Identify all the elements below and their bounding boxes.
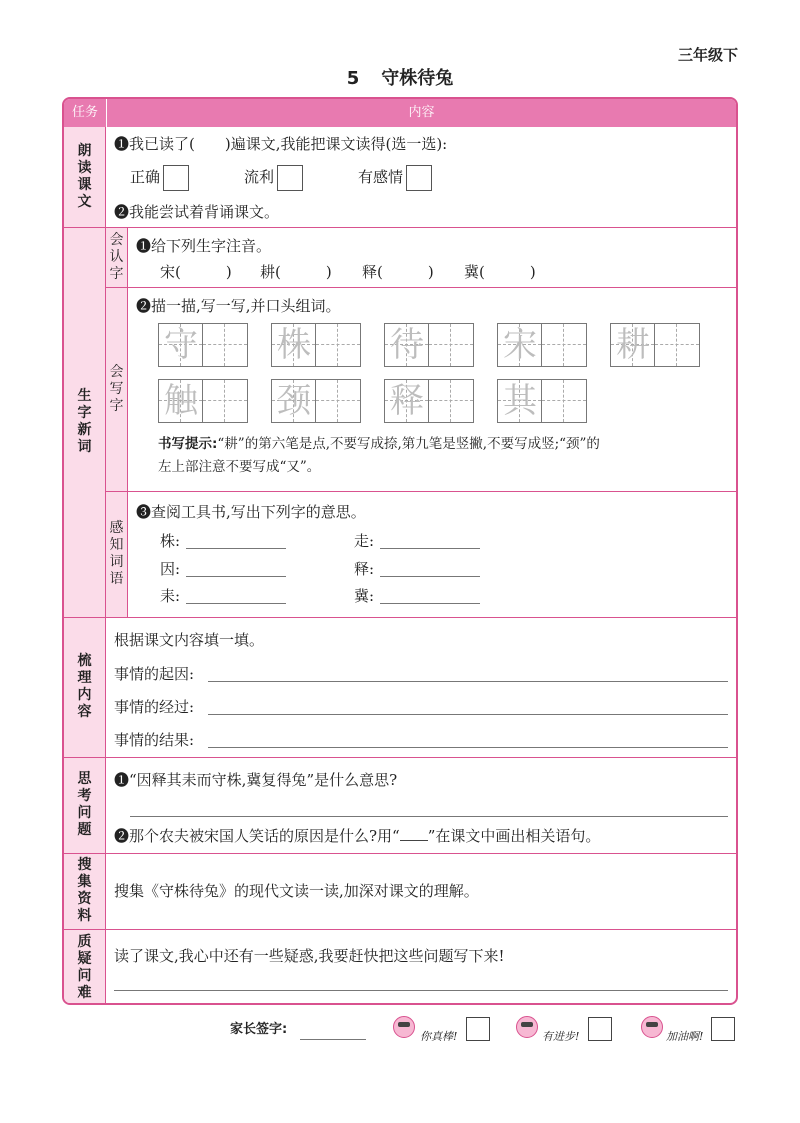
trace-char: 其 (503, 381, 537, 421)
badge-label: 有进步! (542, 1030, 580, 1043)
answer-line[interactable] (380, 548, 480, 549)
collect-label: 搜集资料 (77, 857, 92, 924)
answer-line[interactable] (380, 603, 480, 604)
table-header (64, 99, 736, 127)
meaning-item: 走: (354, 532, 375, 550)
row-divider (64, 853, 736, 854)
badge-checkbox[interactable] (711, 1017, 735, 1041)
lesson-name: 守株待兔 (381, 68, 454, 89)
sorting-item-result: 事情的结果: (114, 731, 195, 749)
write-label: 会写字 (109, 363, 124, 414)
reading-label-cell (64, 127, 106, 227)
answer-line[interactable] (130, 816, 728, 817)
question-text: 读了课文,我心中还有一些疑惑,我要赶快把这些问题写下来! (114, 947, 505, 965)
meaning-label-cell (106, 491, 128, 617)
reading-label: 朗读课文 (77, 143, 92, 210)
thinking-question-1: ❶“因释其耒而守株,冀复得兔”是什么意思? (114, 771, 398, 789)
sun-icon (641, 1016, 663, 1038)
answer-line[interactable] (380, 576, 480, 577)
trace-char: 株 (277, 325, 311, 365)
signature-label: 家长签字: (230, 1022, 288, 1037)
worksheet-table (62, 97, 738, 1005)
badge-checkbox[interactable] (588, 1017, 612, 1041)
grade-label: 三年级下 (677, 46, 738, 64)
vocab-label: 生字新词 (77, 388, 92, 455)
checkbox[interactable] (163, 165, 189, 191)
option-fluent[interactable] (244, 165, 303, 191)
writing-grid[interactable] (497, 379, 587, 423)
option-label: 流利 (244, 168, 275, 186)
tip-title: 书写提示: (158, 436, 218, 452)
recognize-label-cell (106, 227, 128, 287)
pinyin-item[interactable]: 宋( ) (160, 263, 232, 281)
pinyin-item[interactable]: 冀( ) (464, 263, 536, 281)
answer-line[interactable] (186, 548, 286, 549)
option-correct[interactable] (130, 165, 189, 191)
row-divider (64, 617, 736, 618)
recognize-label: 会认字 (109, 231, 124, 282)
trace-char: 宋 (503, 325, 537, 365)
meaning-item: 株: (160, 532, 181, 550)
thinking-label: 思考问题 (77, 771, 92, 838)
writing-grid[interactable] (384, 379, 474, 423)
answer-line[interactable] (186, 576, 286, 577)
row-divider (64, 227, 736, 228)
thinking-label-cell (64, 757, 106, 853)
tip-line-1: “耕”的第六笔是点,不要写成捺,第九笔是竖撇,不要写成竖;“颈”的 (217, 436, 600, 452)
trace-char: 颈 (277, 381, 311, 421)
row-divider (64, 757, 736, 758)
meaning-item: 因: (160, 560, 181, 578)
meaning-item: 冀: (354, 587, 375, 605)
collect-text: 搜集《守株待兔》的现代文读一读,加深对课文的理解。 (114, 882, 479, 900)
answer-line[interactable] (114, 990, 728, 991)
answer-line[interactable] (186, 603, 286, 604)
write-instruction: ❷描一描,写一写,并口头组词。 (136, 297, 341, 315)
writing-grid[interactable] (271, 323, 361, 367)
trace-char: 待 (390, 325, 424, 365)
row-divider (64, 929, 736, 930)
question-label: 质疑问难 (77, 934, 92, 1001)
sorting-item-process: 事情的经过: (114, 698, 195, 716)
lesson-title (0, 64, 800, 90)
meaning-item: 耒: (160, 587, 181, 605)
task-header: 任务 (71, 105, 98, 120)
trace-char: 守 (164, 325, 198, 365)
meaning-instruction: ❸查阅工具书,写出下列字的意思。 (136, 503, 366, 521)
underline-mark (400, 828, 428, 841)
sorting-intro: 根据课文内容填一填。 (114, 631, 265, 649)
write-label-cell (106, 287, 128, 491)
pinyin-item[interactable]: 耕( ) (260, 263, 332, 281)
writing-grid[interactable] (497, 323, 587, 367)
signature-line[interactable] (300, 1039, 366, 1040)
row-divider (106, 491, 736, 492)
sorting-label-cell (64, 617, 106, 757)
sorting-label: 梳理内容 (77, 653, 92, 720)
badge-checkbox[interactable] (466, 1017, 490, 1041)
badge-label: 加油啊! (666, 1030, 704, 1043)
badge-label: 你真棒! (420, 1030, 458, 1043)
content-header: 内容 (106, 99, 736, 127)
tip-line-2: 左上部注意不要写成“又”。 (158, 459, 321, 475)
sun-icon (516, 1016, 538, 1038)
vocab-label-cell (64, 227, 106, 617)
writing-grid[interactable] (384, 323, 474, 367)
writing-tip (158, 433, 732, 479)
answer-line[interactable] (208, 747, 728, 748)
sunglasses-sun-icon (393, 1016, 415, 1038)
writing-grid[interactable] (158, 379, 248, 423)
row-divider (106, 287, 736, 288)
recognize-instruction: ❶给下列生字注音。 (136, 237, 272, 255)
checkbox[interactable] (406, 165, 432, 191)
writing-grid[interactable] (158, 323, 248, 367)
meaning-label: 感知词语 (109, 520, 124, 587)
answer-line[interactable] (208, 714, 728, 715)
writing-grid[interactable] (271, 379, 361, 423)
question-label-cell (64, 929, 106, 1005)
checkbox[interactable] (277, 165, 303, 191)
trace-char: 触 (164, 381, 198, 421)
option-label: 有感情 (358, 168, 404, 186)
reading-question-2: ❷我能尝试着背诵课文。 (114, 203, 280, 221)
pinyin-item[interactable]: 释( ) (362, 263, 434, 281)
option-label: 正确 (130, 168, 161, 186)
collect-label-cell (64, 853, 106, 929)
writing-grid[interactable] (610, 323, 700, 367)
lesson-number: 5 (346, 68, 360, 89)
reading-question-1: ❶我已读了( )遍课文,我能把课文读得(选一选): (114, 135, 448, 153)
answer-line[interactable] (208, 681, 728, 682)
trace-char: 释 (390, 381, 424, 421)
option-emotion[interactable] (358, 165, 432, 191)
q2-text-after: ”在课文中画出相关语句。 (427, 827, 601, 845)
meaning-item: 释: (354, 560, 375, 578)
trace-char: 耕 (616, 325, 650, 365)
q2-text-before: ❷那个农夫被宋国人笑话的原因是什么?用“ (114, 827, 400, 845)
sorting-item-cause: 事情的起因: (114, 665, 195, 683)
thinking-question-2 (114, 825, 600, 846)
